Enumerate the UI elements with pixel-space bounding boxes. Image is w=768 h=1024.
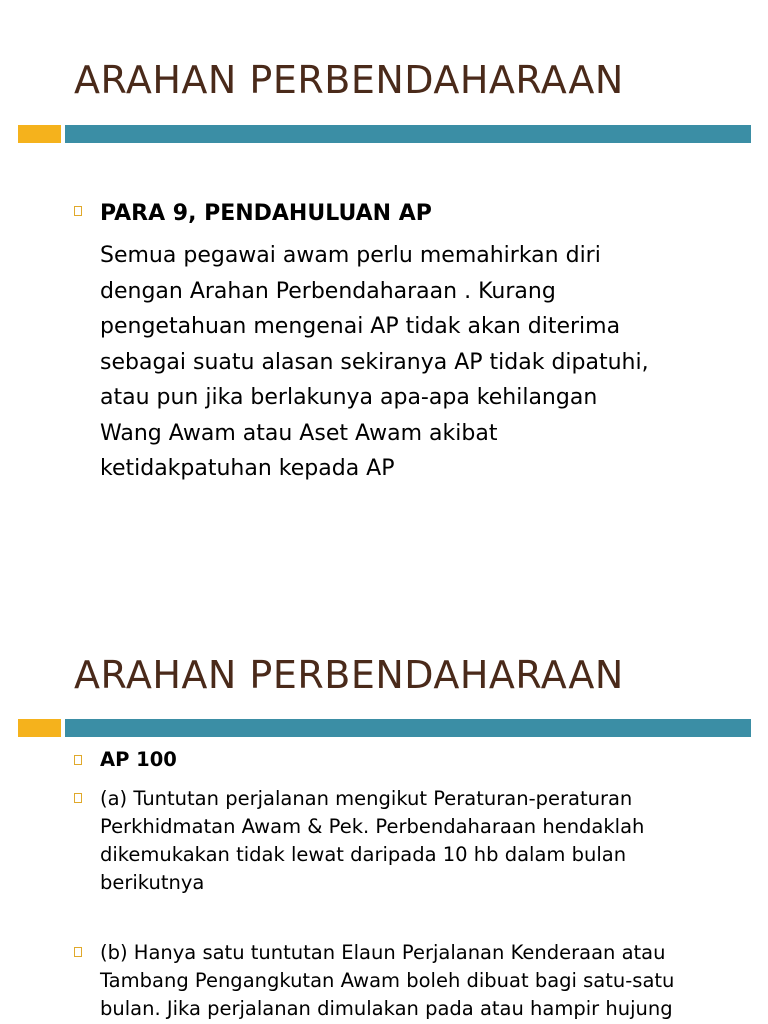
list-item — [74, 198, 728, 487]
list-item — [74, 747, 728, 773]
bullet-square-icon — [74, 793, 82, 803]
bullet-heading: AP 100 — [100, 748, 177, 771]
accent-bar-gold — [18, 719, 61, 737]
bullet-heading: PARA 9, PENDAHULUAN AP — [100, 201, 432, 226]
bullet-list — [74, 198, 728, 487]
text-line: atau pun jika berlakunya apa-apa kehilangan — [100, 385, 598, 410]
accent-bar-teal — [65, 125, 751, 143]
slide-2 — [0, 595, 768, 1024]
bullet-list — [74, 747, 728, 1024]
text-line: Tambang Pengangkutan Awam boleh dibuat bagi satu-satu — [100, 969, 675, 992]
text-line: bulan. Jika perjalanan dimulakan pada atau hampir hujung — [100, 997, 673, 1020]
text-line: pengetahuan mengenai AP tidak akan diterima — [100, 314, 621, 339]
accent-bar-teal — [65, 719, 751, 737]
accent-bar-gold — [18, 125, 61, 143]
text-line: sebagai suatu alasan sekiranya AP tidak dipatuhi, — [100, 349, 649, 375]
text-line: (b) Hanya satu tuntutan Elaun Perjalanan Kenderaan atau — [100, 941, 666, 964]
slide-title: ARAHAN PERBENDAHARAAN — [74, 653, 624, 697]
text-line: Semua pegawai awam perlu memahirkan diri — [100, 243, 601, 268]
paragraph-b — [100, 939, 728, 1023]
body-text — [100, 238, 728, 487]
text-line: Perkhidmatan Awam & Pek. Perbendaharaan hendaklah — [100, 815, 645, 838]
slide-title: ARAHAN PERBENDAHARAAN — [74, 58, 624, 102]
paragraph-a — [100, 785, 728, 897]
text-line: dikemukakan tidak lewat daripada 10 hb dalam bulan — [100, 843, 627, 866]
text-line: (a) Tuntutan perjalanan mengikut Peraturan-peraturan — [100, 787, 633, 810]
text-line: berikutnya — [100, 871, 205, 894]
text-line: ketidakpatuhan kepada AP — [100, 456, 395, 481]
text-line: Wang Awam atau Aset Awam akibat — [100, 420, 498, 446]
list-item — [74, 785, 728, 897]
list-item — [74, 939, 728, 1023]
bullet-square-icon — [74, 206, 82, 216]
spacer — [74, 909, 728, 939]
bullet-square-icon — [74, 755, 82, 765]
bullet-square-icon — [74, 947, 82, 957]
text-line: dengan Arahan Perbendaharaan . Kurang — [100, 278, 556, 304]
